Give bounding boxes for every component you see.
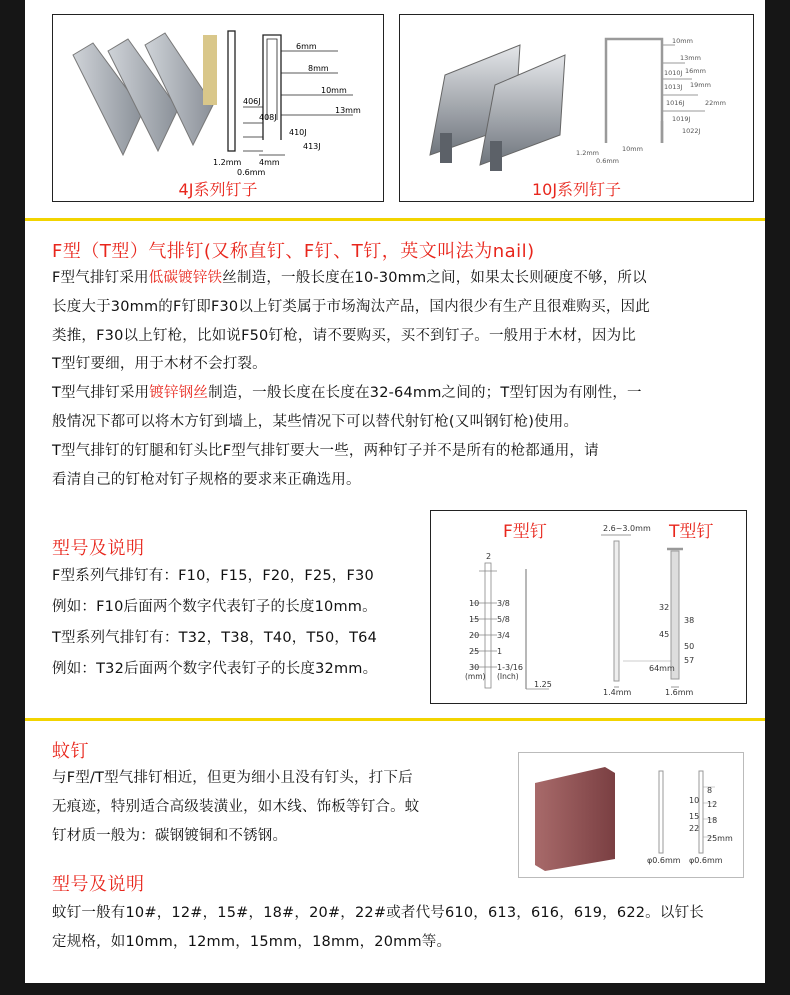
brad-body	[52, 764, 420, 851]
dim-1-2mm: 1.2mm	[576, 149, 600, 157]
dim-19mm: 19mm	[690, 81, 711, 89]
separator-2	[25, 718, 765, 721]
dim-408j: 408J	[259, 113, 277, 122]
dim-13mm: 13mm	[680, 54, 701, 62]
dim-4mm: 4mm	[259, 158, 280, 167]
model-f-line-3: T型系列气排钉有：T32，T38，T40，T50，T64	[52, 630, 377, 646]
svg-text:1.4mm: 1.4mm	[603, 688, 632, 697]
dim-1013j: 1013J	[664, 83, 683, 91]
brad-line-2: 无痕迹，特别适合高级装潢业，如木线、饰板等钉合。蚊	[52, 799, 420, 815]
brad-strip-image	[535, 767, 615, 871]
staple-strips-image	[430, 45, 565, 171]
svg-text:1.6mm: 1.6mm	[665, 688, 694, 697]
model-brad-title: 型号及说明	[52, 874, 145, 895]
dim-0-6mm: 0.6mm	[237, 168, 266, 177]
svg-text:12: 12	[707, 800, 718, 809]
t-nail-label: T型钉	[669, 522, 714, 542]
dim-1010j: 1010J	[664, 69, 683, 77]
svg-text:1-3/16: 1-3/16	[497, 663, 523, 672]
4j-staples-illustration	[53, 15, 383, 201]
dim-10mm: 10mm	[672, 37, 693, 45]
brad-nail-image	[518, 752, 744, 878]
dim-10mm-width: 10mm	[622, 145, 643, 153]
svg-text:3/8: 3/8	[497, 599, 510, 608]
dim-16mm: 16mm	[685, 67, 706, 75]
dim-413j: 413J	[303, 142, 321, 151]
highlight-galvanized-steel: 镀锌钢丝	[149, 385, 209, 402]
section-f-body	[52, 264, 650, 494]
image-4j-staples	[52, 14, 384, 202]
10j-staples-illustration	[400, 15, 753, 201]
svg-text:8: 8	[707, 786, 713, 795]
f-dim-top: 2	[486, 552, 492, 561]
dim-6mm: 6mm	[296, 42, 317, 51]
svg-text:38: 38	[684, 616, 695, 625]
svg-text:30: 30	[469, 663, 480, 672]
svg-text:25mm: 25mm	[707, 834, 733, 843]
dim-410j: 410J	[289, 128, 307, 137]
brad-line-1: 与F型/T型气排钉相近，但更为细小且没有钉头，打下后	[52, 770, 413, 786]
model-f-title: 型号及说明	[52, 538, 145, 559]
model-f-body	[52, 561, 377, 685]
svg-text:1.25: 1.25	[534, 680, 552, 689]
ft-dimension-drawing	[431, 511, 746, 703]
model-brad-line-1: 蚊钉一般有10#，12#，15#，18#，20#，22#或者代号610，613，616，619，622。以钉长	[52, 905, 704, 921]
svg-text:φ0.6mm: φ0.6mm	[647, 856, 681, 865]
svg-text:25: 25	[469, 647, 480, 656]
dim-1-2mm: 1.2mm	[213, 158, 242, 167]
svg-text:50: 50	[684, 642, 695, 651]
p3-line2: 看清自己的钉枪对钉子规格的要求来正确选用。	[52, 471, 361, 488]
p1-line3: 类推，F30以上钉枪，比如说F50钉枪，请不要购买，买不到钉子。一般用于木材，因为比	[52, 327, 636, 344]
p1-line4: T型钉要细，用于木材不会打裂。	[52, 356, 267, 373]
svg-text:φ0.6mm: φ0.6mm	[689, 856, 723, 865]
t-dim-head: 2.6~3.0mm	[603, 524, 651, 533]
p2-line2: 般情况下都可以将木方钉到墙上，某些情况下可以替代射钉枪(又叫钢钉枪)使用。	[52, 413, 579, 430]
dim-1022j: 1022J	[682, 127, 701, 135]
p1-line2: 长度大于30mm的F钉即F30以上钉类属于市场淘汰产品，国内很少有生产且很难购买，因此	[52, 298, 650, 315]
dim-0-6mm: 0.6mm	[596, 157, 620, 165]
model-brad-body	[52, 899, 704, 957]
section-f-title: F型（T型）气排钉(又称直钉、F钉、T钉，英文叫法为nail)	[52, 241, 535, 262]
svg-text:1: 1	[497, 647, 503, 656]
model-f-line-1: F型系列气排钉有：F10，F15，F20，F25，F30	[52, 568, 374, 584]
dim-10mm: 10mm	[321, 86, 347, 95]
model-f-line-4: 例如：T32后面两个数字代表钉子的长度32mm。	[52, 661, 378, 677]
caption-4j: 4J系列钉子	[178, 180, 258, 199]
brad-line-3: 钉材质一般为：碳钢镀铜和不锈钢。	[52, 828, 288, 844]
svg-text:15: 15	[469, 615, 480, 624]
p2-line1: T型气排钉采用镀锌钢丝制造，一般长度在长度在32-64mm之间的；T型钉因为有刚性，一	[52, 385, 642, 402]
svg-text:32: 32	[659, 603, 670, 612]
model-brad-line-2: 定规格，如10mm，12mm，15mm，18mm，20mm等。	[52, 934, 452, 950]
staple-strips-image	[73, 33, 217, 155]
p1-line1: F型气排钉采用低碳镀锌铁丝制造，一般长度在10-30mm之间，如果太长则硬度不够，所以	[52, 270, 647, 286]
bottom-border	[0, 983, 790, 995]
dim-8mm: 8mm	[308, 64, 329, 73]
dim-1016j: 1016J	[666, 99, 685, 107]
svg-text:15: 15	[689, 812, 700, 821]
svg-text:20: 20	[469, 631, 480, 640]
svg-text:3/4: 3/4	[497, 631, 510, 640]
svg-text:10: 10	[469, 599, 480, 608]
f-nail-label: F型钉	[503, 522, 547, 542]
svg-text:22: 22	[689, 824, 700, 833]
svg-text:45: 45	[659, 630, 670, 639]
caption-10j: 10J系列钉子	[531, 180, 622, 199]
svg-text:64mm: 64mm	[649, 664, 675, 673]
svg-text:(mm): (mm)	[465, 672, 486, 681]
model-f-line-2: 例如：F10后面两个数字代表钉子的长度10mm。	[52, 599, 377, 615]
separator-1	[25, 218, 765, 221]
highlight-low-carbon: 低碳镀锌铁	[148, 270, 223, 286]
svg-text:57: 57	[684, 656, 695, 665]
image-10j-staples	[399, 14, 754, 202]
svg-text:5/8: 5/8	[497, 615, 510, 624]
dim-1019j: 1019J	[672, 115, 691, 123]
dim-13mm: 13mm	[335, 106, 361, 115]
svg-text:(Inch): (Inch)	[497, 672, 519, 681]
p3-line1: T型气排钉的钉腿和钉头比F型气排钉要大一些，两种钉子并不是所有的枪都通用，请	[52, 442, 599, 459]
brad-diagram	[519, 753, 743, 877]
svg-text:18: 18	[707, 816, 718, 825]
dim-22mm: 22mm	[705, 99, 726, 107]
dim-406j: 406J	[243, 97, 261, 106]
ft-nail-diagram	[430, 510, 747, 704]
svg-text:10: 10	[689, 796, 700, 805]
brad-title: 蚊钉	[52, 741, 89, 762]
